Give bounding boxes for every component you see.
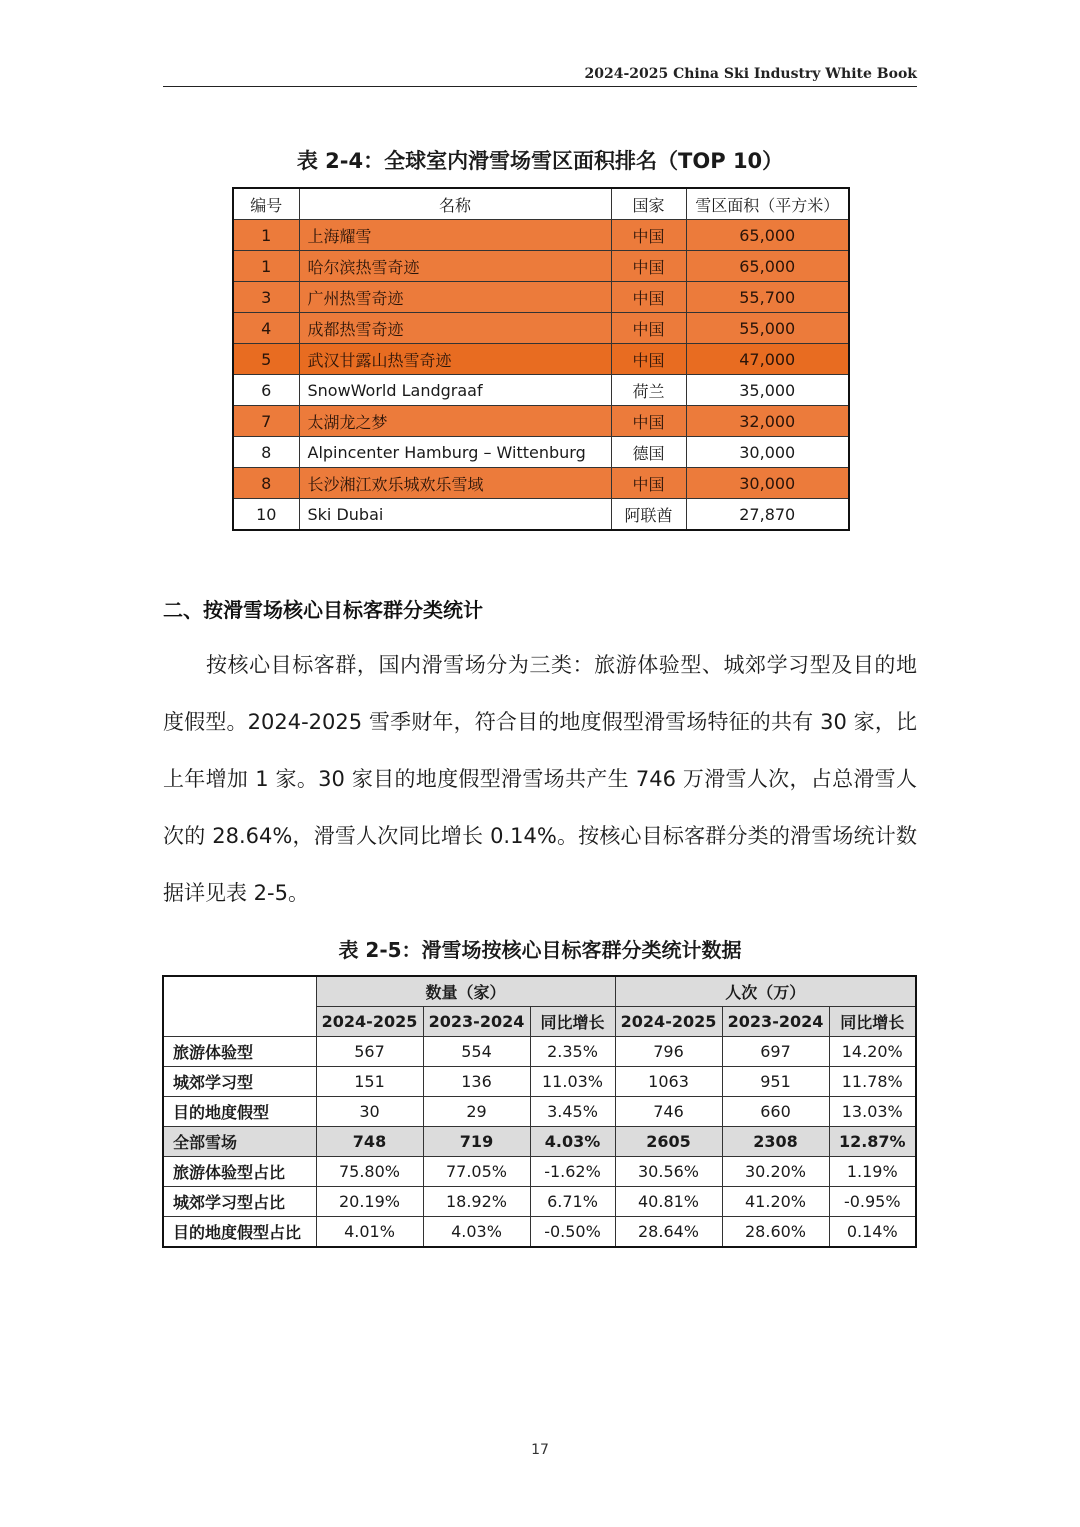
rank-cell: 8: [233, 468, 299, 499]
table-cell: 697: [722, 1037, 829, 1067]
row-label: 旅游体验型: [163, 1037, 316, 1067]
country-cell: 中国: [611, 406, 686, 437]
table-cell: 12.87%: [829, 1127, 916, 1157]
country-cell: 中国: [611, 282, 686, 313]
rank-cell: 5: [233, 344, 299, 375]
table-cell: 951: [722, 1067, 829, 1097]
sub-header: 2023-2024: [722, 1007, 829, 1037]
table-cell: 30.56%: [615, 1157, 722, 1187]
paragraph-line: 上年增加 1 家。30 家目的地度假型滑雪场共产生 746 万滑雪人次，占总滑雪人: [163, 767, 917, 791]
name-cell: SnowWorld Landgraaf: [299, 375, 611, 406]
name-cell: 长沙湘江欢乐城欢乐雪域: [299, 468, 611, 499]
table-cell: 746: [615, 1097, 722, 1127]
row-label: 目的地度假型占比: [163, 1217, 316, 1248]
table-row: [233, 499, 849, 531]
table-2-5: [162, 975, 917, 1248]
rank-cell: 1: [233, 251, 299, 282]
table-cell: 11.03%: [530, 1067, 615, 1097]
area-cell: 55,700: [686, 282, 849, 313]
table-cell: 14.20%: [829, 1037, 916, 1067]
country-cell: 德国: [611, 437, 686, 468]
area-cell: 65,000: [686, 251, 849, 282]
sub-header: 同比增长: [530, 1007, 615, 1037]
area-cell: 55,000: [686, 313, 849, 344]
table-cell: 30.20%: [722, 1157, 829, 1187]
table-2-5-caption: 表 2-5：滑雪场按核心目标客群分类统计数据: [338, 938, 742, 962]
column-header: 名称: [299, 188, 611, 220]
rank-cell: 3: [233, 282, 299, 313]
name-cell: 太湖龙之梦: [299, 406, 611, 437]
name-cell: 武汉甘露山热雪奇迹: [299, 344, 611, 375]
table-cell: 136: [423, 1067, 530, 1097]
table-cell: 13.03%: [829, 1097, 916, 1127]
area-cell: 65,000: [686, 220, 849, 251]
rank-cell: 7: [233, 406, 299, 437]
country-cell: 中国: [611, 344, 686, 375]
name-cell: 成都热雪奇迹: [299, 313, 611, 344]
table-cell: 660: [722, 1097, 829, 1127]
table-cell: 151: [316, 1067, 423, 1097]
sub-header: 2024-2025: [615, 1007, 722, 1037]
table-cell: 4.03%: [530, 1127, 615, 1157]
table-row: [233, 375, 849, 406]
table-row: [233, 344, 849, 375]
table-cell: 41.20%: [722, 1187, 829, 1217]
country-cell: 荷兰: [611, 375, 686, 406]
table-2-4: [232, 187, 850, 531]
table-cell: 4.01%: [316, 1217, 423, 1248]
table-cell: 0.14%: [829, 1217, 916, 1248]
corner-cell: [163, 976, 316, 1037]
table-row-total: [163, 1127, 916, 1157]
table-row: [233, 406, 849, 437]
table-cell: 20.19%: [316, 1187, 423, 1217]
column-header: 雪区面积（平方米）: [686, 188, 849, 220]
paragraph-line: 次的 28.64%，滑雪人次同比增长 0.14%。按核心目标客群分类的滑雪场统计数: [163, 824, 917, 848]
table-cell: -0.50%: [530, 1217, 615, 1248]
table-cell: 719: [423, 1127, 530, 1157]
table-cell: -1.62%: [530, 1157, 615, 1187]
row-label: 目的地度假型: [163, 1097, 316, 1127]
row-label: 城郊学习型: [163, 1067, 316, 1097]
table-cell: 796: [615, 1037, 722, 1067]
country-cell: 中国: [611, 313, 686, 344]
rank-cell: 1: [233, 220, 299, 251]
table-cell: 30: [316, 1097, 423, 1127]
area-cell: 32,000: [686, 406, 849, 437]
country-cell: 中国: [611, 251, 686, 282]
rank-cell: 6: [233, 375, 299, 406]
column-header: 国家: [611, 188, 686, 220]
name-cell: Alpincenter Hamburg – Wittenburg: [299, 437, 611, 468]
paragraph-line: 按核心目标客群，国内滑雪场分为三类：旅游体验型、城郊学习型及目的地: [206, 653, 917, 677]
area-cell: 47,000: [686, 344, 849, 375]
table-2-5-group-header-row: [163, 976, 916, 1007]
body-paragraph: [163, 637, 917, 922]
table-cell: 18.92%: [423, 1187, 530, 1217]
country-cell: 阿联酋: [611, 499, 686, 531]
section-heading: 二、按滑雪场核心目标客群分类统计: [163, 598, 483, 622]
country-cell: 中国: [611, 468, 686, 499]
table-cell: 77.05%: [423, 1157, 530, 1187]
sub-header: 同比增长: [829, 1007, 916, 1037]
country-cell: 中国: [611, 220, 686, 251]
table-2-4-header-row: [233, 188, 849, 220]
table-cell: 40.81%: [615, 1187, 722, 1217]
table-cell: 29: [423, 1097, 530, 1127]
table-row: [163, 1187, 916, 1217]
table-cell: -0.95%: [829, 1187, 916, 1217]
table-cell: 3.45%: [530, 1097, 615, 1127]
area-cell: 35,000: [686, 375, 849, 406]
header-rule: [163, 86, 917, 87]
table-row: [163, 1037, 916, 1067]
paragraph-line: 度假型。2024-2025 雪季财年，符合目的地度假型滑雪场特征的共有 30 家，比: [163, 710, 917, 734]
table-cell: 554: [423, 1037, 530, 1067]
sub-header: 2023-2024: [423, 1007, 530, 1037]
table-cell: 2.35%: [530, 1037, 615, 1067]
group-header-visits: 人次（万）: [615, 976, 916, 1007]
rank-cell: 4: [233, 313, 299, 344]
name-cell: Ski Dubai: [299, 499, 611, 531]
table-row: [233, 220, 849, 251]
rank-cell: 10: [233, 499, 299, 531]
table-row: [163, 1067, 916, 1097]
table-row: [233, 251, 849, 282]
table-row: [163, 1097, 916, 1127]
group-header-count: 数量（家）: [316, 976, 615, 1007]
row-label: 全部雪场: [163, 1127, 316, 1157]
paragraph-line: 据详见表 2-5。: [163, 881, 309, 905]
rank-cell: 8: [233, 437, 299, 468]
table-cell: 28.60%: [722, 1217, 829, 1248]
row-label: 城郊学习型占比: [163, 1187, 316, 1217]
name-cell: 上海耀雪: [299, 220, 611, 251]
table-cell: 28.64%: [615, 1217, 722, 1248]
table-row: [233, 437, 849, 468]
table-2-4-caption: 表 2-4：全球室内滑雪场雪区面积排名（TOP 10）: [296, 149, 784, 173]
table-cell: 75.80%: [316, 1157, 423, 1187]
table-row: [163, 1217, 916, 1248]
area-cell: 30,000: [686, 468, 849, 499]
table-cell: 4.03%: [423, 1217, 530, 1248]
column-header: 编号: [233, 188, 299, 220]
area-cell: 27,870: [686, 499, 849, 531]
table-cell: 6.71%: [530, 1187, 615, 1217]
table-row: [233, 468, 849, 499]
table-row: [233, 313, 849, 344]
table-cell: 11.78%: [829, 1067, 916, 1097]
table-cell: 2605: [615, 1127, 722, 1157]
running-header: 2024-2025 China Ski Industry White Book: [584, 66, 917, 82]
table-cell: 2308: [722, 1127, 829, 1157]
table-cell: 748: [316, 1127, 423, 1157]
table-cell: 1063: [615, 1067, 722, 1097]
name-cell: 哈尔滨热雪奇迹: [299, 251, 611, 282]
area-cell: 30,000: [686, 437, 849, 468]
sub-header: 2024-2025: [316, 1007, 423, 1037]
row-label: 旅游体验型占比: [163, 1157, 316, 1187]
table-row: [163, 1157, 916, 1187]
table-cell: 567: [316, 1037, 423, 1067]
table-row: [233, 282, 849, 313]
page-number: 17: [531, 1442, 549, 1458]
table-cell: 1.19%: [829, 1157, 916, 1187]
name-cell: 广州热雪奇迹: [299, 282, 611, 313]
